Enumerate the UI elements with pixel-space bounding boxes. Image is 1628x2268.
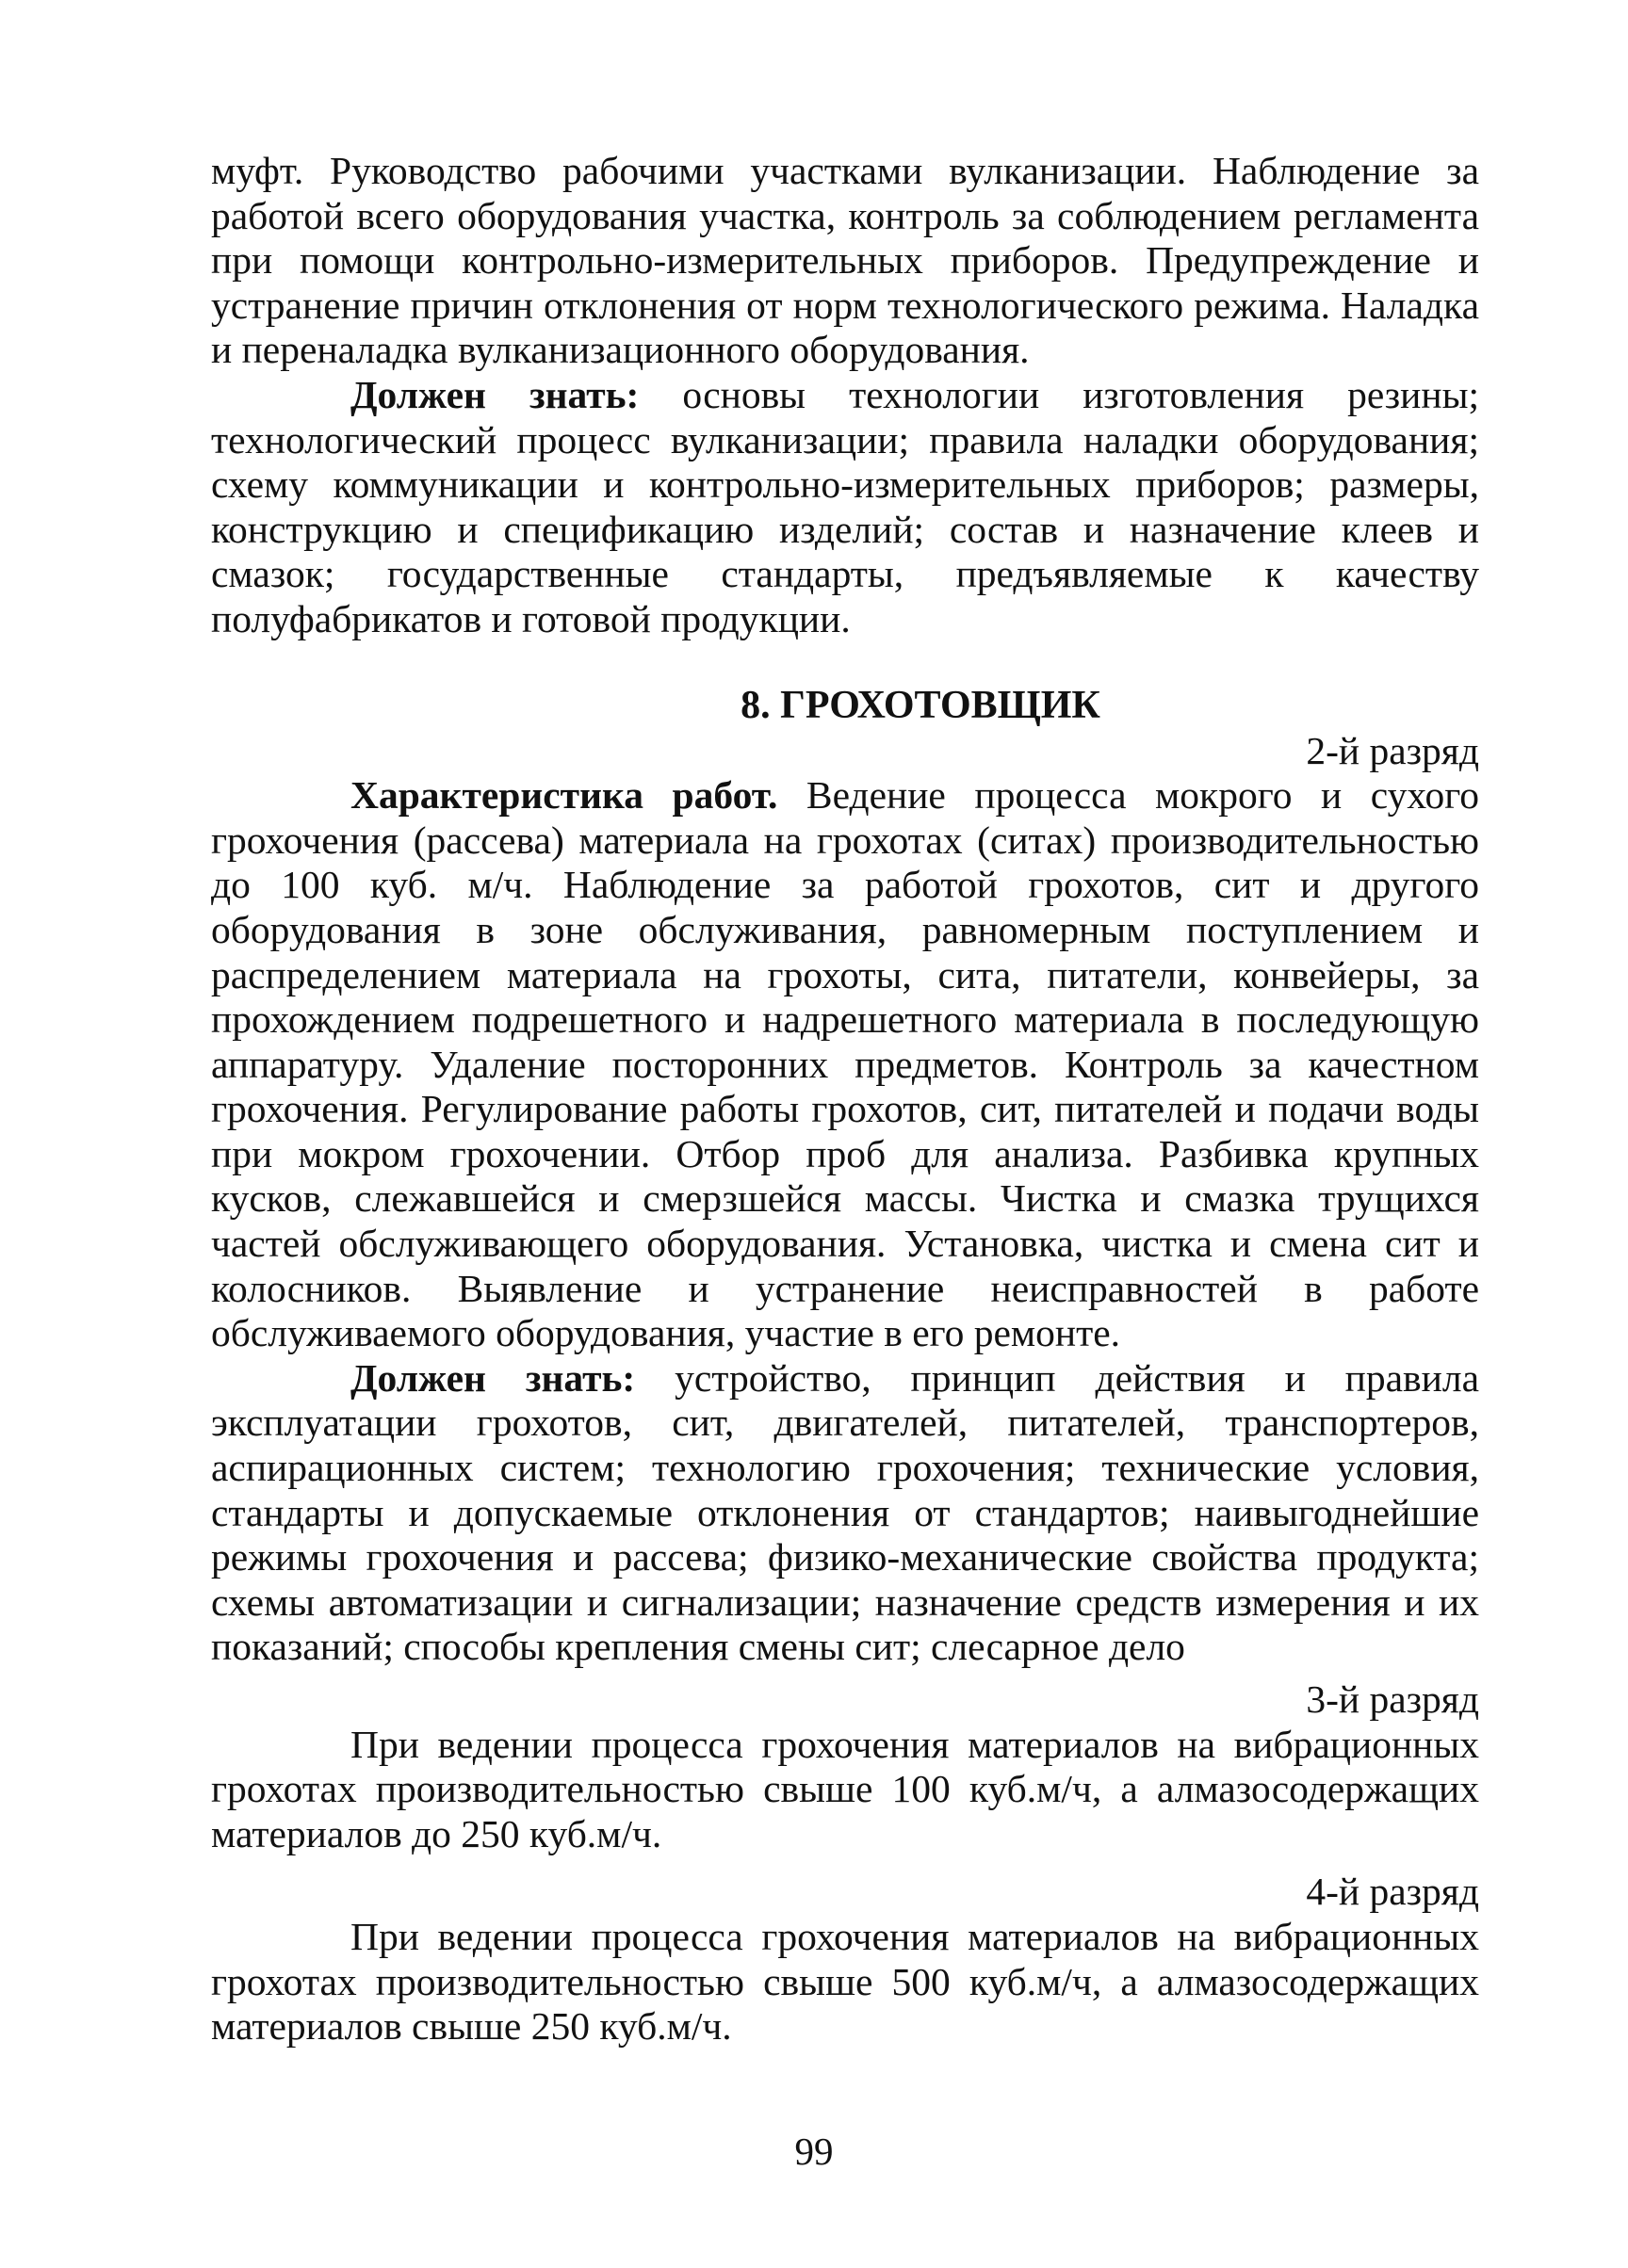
rank-2-heading: 2-й разряд xyxy=(1306,728,1479,772)
paragraph-rank-3: При ведении процесса грохочения материалов на вибрационных грохотах производительностью свыше 100 куб.м/ч, а алмазосодержащих материалов до 250 куб.м/ч. xyxy=(211,1722,1479,1855)
paragraph-must-know-screener xyxy=(211,1356,1479,1670)
page-number: 99 xyxy=(794,2130,834,2173)
paragraph-duties-continuation: муфт. Руководство рабочими участками вулканизации. Наблюдение за работой всего оборудования участка, контроль за соблюдением регламента при помощи контрольно-измерительных приборов. Предупреждение и устранение причин отклонения от норм технологического режима. Наладка и переналадка вулканизационного оборудования. xyxy=(211,149,1479,372)
must-know-text: основы технологии изготовления резины; технологический процесс вулканизации; правила наладки оборудования; схему коммуникации и контрольно-измерительных приборов; размеры, конструкцию и спецификацию изделий; состав и назначение клеев и смазок; государственные стандарты, предъявляемые к качеству полуфабрикатов и готовой продукции. xyxy=(211,372,1479,640)
section-title: 8. ГРОХОТОВЩИК xyxy=(741,683,1100,727)
must-know-label: Должен знать: xyxy=(350,372,640,416)
work-characteristics-text: Ведение процесса мокрого и сухого грохочения (рассева) материала на грохотах (ситах) производительностью до 100 куб. м/ч. Наблюдение за работой грохотов, сит и другого оборудования в зоне обслуживания, равномерным поступлением и распределением материала на грохоты, сита, питатели, конвейеры, за прохождением подрешетного и надрешетного материала в последующую аппаратуру. Удаление посторонних предметов. Контроль за качестном грохочения. Регулирование работы грохотов, сит, питателей и подачи воды при мокром грохочении. Отбор проб для анализа. Разбивка крупных кусков, слежавшейся и смерзшейся массы. Чистка и смазка трущихся частей обслуживающего оборудования. Установка, чистка и смена сит и колосников. Выявление и устранение неисправностей в работе обслуживаемого оборудования, участие в его ремонте. xyxy=(211,773,1479,1355)
rank-3-heading: 3-й разряд xyxy=(1306,1677,1479,1721)
paragraph-rank-4: При ведении процесса грохочения материалов на вибрационных грохотах производительностью свыше 500 куб.м/ч, а алмазосодержащих материалов свыше 250 куб.м/ч. xyxy=(211,1914,1479,2049)
must-know-text-2: устройство, принцип действия и правила эксплуатации грохотов, сит, двигателей, питателей, транспортеров, аспирационных систем; технологию грохочения; технические условия, стандарты и допускаемые отклонения от стандартов; наивыгоднейшие режимы грохочения и рассева; физико-механические свойства продукта; схемы автоматизации и сигнализации; назначение средств измерения и их показаний; способы крепления смены сит; слесарное дело xyxy=(211,1355,1479,1669)
page-body xyxy=(211,149,1479,2049)
must-know-label-2: Должен знать: xyxy=(350,1355,636,1400)
rank-4-heading: 4-й разряд xyxy=(1306,1870,1479,1914)
paragraph-must-know-vulcanizer xyxy=(211,373,1479,642)
paragraph-work-characteristics xyxy=(211,773,1479,1356)
work-characteristics-label: Характеристика работ. xyxy=(350,773,778,818)
